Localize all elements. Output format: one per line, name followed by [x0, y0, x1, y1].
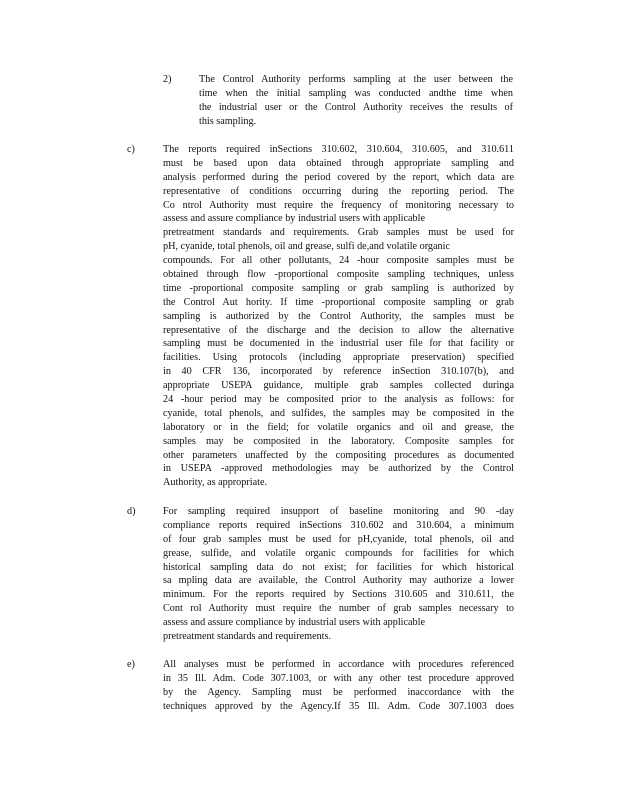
text-line: The Control Authority performs sampling at the user between the	[199, 74, 513, 85]
item-e-paragraph	[163, 658, 514, 714]
text-line: facilities. Using protocols (including appropriate preservation) specified	[163, 352, 514, 364]
item-marker-c: c)	[127, 144, 135, 155]
item-marker-e: e)	[127, 659, 135, 670]
text-line: historical sampling data do not exist; for facilities for which historical	[163, 561, 514, 573]
text-line: must be based upon data obtained through appropriate sampling and	[163, 157, 514, 169]
text-line: of four grab samples must be used for pH,cyanide, total phenols, oil and	[163, 533, 514, 545]
text-line: All analyses must be performed in accordance with procedures referenced	[163, 659, 514, 670]
text-line: other parameters unaffected by the compositing procedures as documented	[163, 449, 514, 461]
text-line: this sampling.	[199, 115, 257, 127]
text-line: sampling is authorized by the Control Authority, the samples must be	[163, 310, 514, 322]
text-line: representative of the discharge and the decision to allow the alternative	[163, 324, 514, 336]
text-line: assess and assure compliance by industrial users with applicable	[163, 617, 425, 629]
text-line: pH, cyanide, total phenols, oil and grease, sulfi de,and volatile organic	[163, 241, 450, 253]
text-line: laboratory or in the field; for volatile organics and oil and grease, the	[163, 421, 514, 433]
text-line: samples may be composited in the laboratory. Composite samples for	[163, 435, 514, 447]
text-line: grease, sulfide, and volatile organic compounds for facilities for which	[163, 547, 514, 559]
text-line: analysis performed during the period covered by the report, which data are	[163, 171, 514, 183]
text-line: assess and assure compliance by industrial users with applicable	[163, 213, 425, 225]
text-line: Authority, as appropriate.	[163, 477, 268, 489]
text-line: compounds. For all other pollutants, 24 -hour composite samples must be	[163, 255, 514, 267]
text-line: in USEPA -approved methodologies may be authorized by the Control	[163, 463, 514, 475]
text-line: sampling must be documented in the industrial user file for that facility or	[163, 338, 514, 350]
text-line: pretreatment standards and requirements.	[163, 631, 332, 643]
text-line: compliance reports required inSections 310.602 and 310.604, a minimum	[163, 519, 514, 531]
text-line: Co ntrol Authority must require the frequency of monitoring necessary to	[163, 199, 514, 211]
item-marker-d: d)	[127, 506, 136, 517]
text-line: 24 -hour period may be composited prior to the analysis as follows: for	[163, 394, 514, 406]
text-line: appropriate USEPA guidance, multiple grab samples collected duringa	[163, 380, 514, 392]
item-c-paragraph	[163, 143, 514, 490]
text-line: sa mpling data are available, the Control Authority may authorize a lower	[163, 575, 514, 587]
text-line: the Control Aut hority. If time -proportional composite sampling or grab	[163, 296, 514, 308]
text-line: time -proportional composite sampling or grab sampling is authorized by	[163, 282, 514, 294]
text-line: obtained through flow -proportional composite sampling techniques, unless	[163, 269, 514, 281]
text-line: The reports required inSections 310.602, 310.604, 310.605, and 310.611	[163, 144, 514, 155]
item-marker-2: 2)	[163, 74, 172, 85]
text-line: representative of conditions occurring during the reporting period. The	[163, 185, 514, 197]
text-line: cyanide, total phenols, and sulfides, the samples may be composited in the	[163, 407, 514, 419]
text-line: minimum. For the reports required by Sections 310.605 and 310.611, the	[163, 589, 514, 601]
text-line: techniques approved by the Agency.If 35 Ill. Adm. Code 307.1003 does	[163, 700, 514, 712]
text-line: by the Agency. Sampling must be performed inaccordance with the	[163, 686, 514, 698]
text-line: time when the initial sampling was conducted andthe time when	[199, 87, 513, 99]
item-d-paragraph	[163, 505, 514, 644]
text-line: in 40 CFR 136, incorporated by reference inSection 310.107(b), and	[163, 366, 514, 378]
text-line: the industrial user or the Control Authority receives the results of	[199, 101, 513, 113]
text-line: Cont rol Authority must require the number of grab samples necessary to	[163, 603, 514, 615]
item-2-paragraph	[199, 73, 513, 129]
text-line: in 35 Ill. Adm. Code 307.1003, or with any other test procedure approved	[163, 672, 514, 684]
text-line: pretreatment standards and requirements. Grab samples must be used for	[163, 227, 514, 239]
text-line: For sampling required insupport of baseline monitoring and 90 -day	[163, 506, 514, 517]
